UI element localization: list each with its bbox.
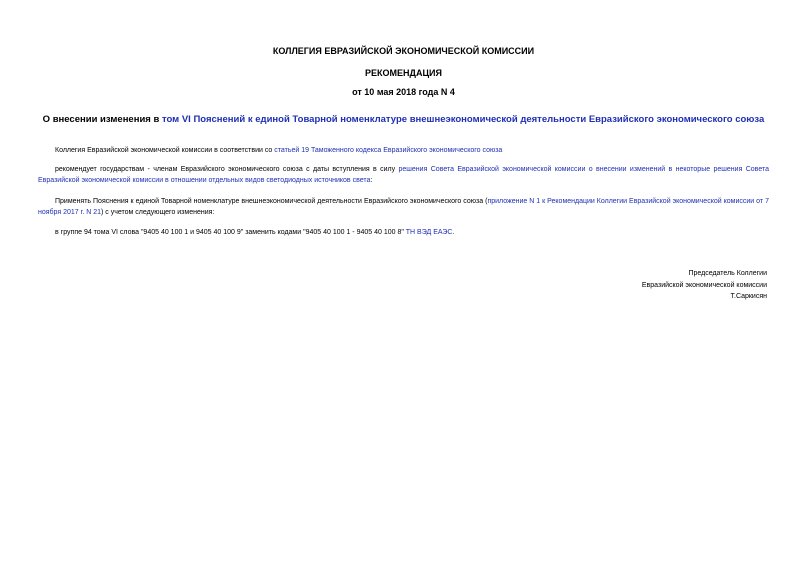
paragraph-4 [38, 227, 769, 238]
p2-text-end: : [370, 177, 373, 184]
document-title [30, 114, 777, 126]
p1-text: Коллегия Евразийской экономической комиссии в соответствии со [55, 147, 275, 154]
p4-text-end: . [452, 229, 455, 236]
p3-text: Применять Пояснения к единой Товарной номенклатуре внешнеэкономической деятельности Евразийского экономического союза ( [55, 198, 488, 205]
paragraph-3 [38, 196, 769, 218]
signature-position: Председатель Коллегии [688, 270, 767, 277]
doc-date-number: от 10 мая 2018 года N 4 [352, 87, 455, 97]
p3-link[interactable]: приложение N 1 к Рекомендации Коллегии Евразийской экономической комиссии от 7 ноября 2017 г. N 21 [38, 198, 769, 216]
doc-type: РЕКОМЕНДАЦИЯ [365, 68, 442, 78]
paragraph-1 [38, 145, 769, 156]
signature-organization: Евразийской экономической комиссии [641, 281, 767, 289]
p4-text: в группе 94 тома VI слова "9405 40 100 1 и 9405 40 100 9" заменить кодами "9405 40 100 1 - 9405 40 100 8" [55, 229, 406, 236]
title-link[interactable]: том VI Пояснений к единой Товарной номенклатуре внешнеэкономической деятельности Евразийского экономического союза [161, 114, 765, 125]
p2-link[interactable]: решения Совета Евразийской экономической комиссии о внесении изменений в некоторые решения Совета Евразийской экономической комиссии в отношении отдельных видов светодиодных источников света [38, 166, 770, 184]
title-prefix: О внесении изменения в [42, 114, 162, 125]
org-name: КОЛЛЕГИЯ ЕВРАЗИЙСКОЙ ЭКОНОМИЧЕСКОЙ КОМИССИИ [272, 46, 535, 56]
p3-text-end: ) с учетом следующего изменения: [101, 209, 215, 216]
p2-text: рекомендует государствам - членам Евразийского экономического союза с даты вступления в силу [55, 166, 399, 173]
paragraph-2 [38, 164, 769, 186]
p4-link[interactable]: ТН ВЭД ЕАЭС [405, 229, 453, 236]
signature-name: Т.Саркисян [730, 293, 767, 300]
p1-link[interactable]: статьей 19 Таможенного кодекса Евразийского экономического союза [274, 147, 503, 154]
signature-block [547, 268, 767, 303]
